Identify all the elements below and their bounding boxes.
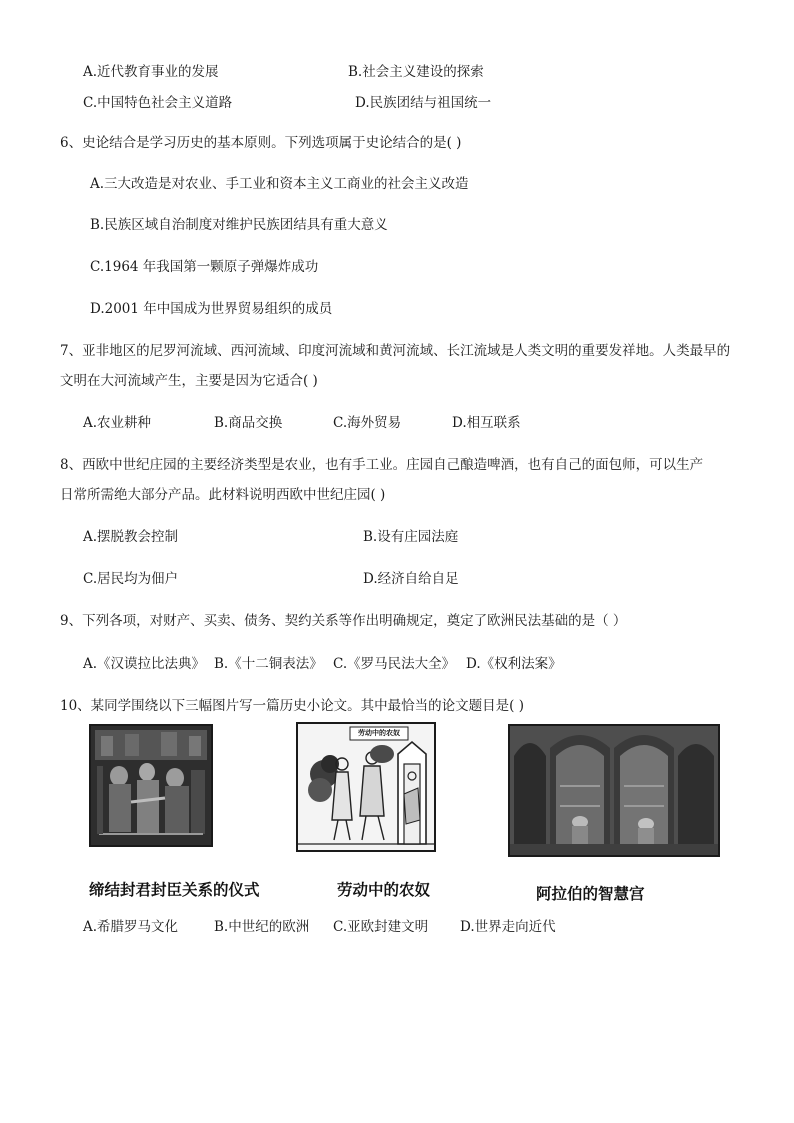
q6-option-b: B.民族区域自治制度对维护民族团结具有重大意义 <box>90 217 388 233</box>
figure-2-inner-label: 劳动中的农奴 <box>358 729 400 737</box>
q7-option-c: C.海外贸易 <box>333 415 402 431</box>
q8-option-d: D.经济自给自足 <box>363 571 459 587</box>
q7-stem-line1: 7、亚非地区的尼罗河流域、西河流域、印度河流域和黄河流域、长江流域是人类文明的重要发祥地。人类最早的 <box>60 343 731 359</box>
q5-option-c: C.中国特色社会主义道路 <box>83 95 233 111</box>
figure-house-of-wisdom <box>508 724 720 857</box>
q9-option-b: B.《十二铜表法》 <box>214 656 323 672</box>
q5-option-d: D.民族团结与祖国统一 <box>355 95 492 111</box>
q5-option-a: A.近代教育事业的发展 <box>83 64 219 80</box>
q8-option-a: A.摆脱教会控制 <box>83 529 179 545</box>
q10-option-a: A.希腊罗马文化 <box>83 919 179 935</box>
serfs-working-image <box>298 724 434 850</box>
q7-stem-line2: 文明在大河流域产生，主要是因为它适合( ) <box>60 373 318 389</box>
q8-stem-line2: 日常所需绝大部分产品。此材料说明西欧中世纪庄园( ) <box>60 487 386 503</box>
q10-option-d: D.世界走向近代 <box>460 919 556 935</box>
house-of-wisdom-image <box>510 726 718 855</box>
figure-serfs-working <box>296 722 436 852</box>
q7-option-a: A.农业耕种 <box>83 415 152 431</box>
figure-3-caption: 阿拉伯的智慧宫 <box>536 885 645 903</box>
figure-vassal-ceremony <box>89 724 213 847</box>
q6-option-c: C.1964 年我国第一颗原子弹爆炸成功 <box>90 259 319 275</box>
q7-option-b: B.商品交换 <box>214 415 283 431</box>
q8-option-b: B.设有庄园法庭 <box>363 529 459 545</box>
q10-option-c: C.亚欧封建文明 <box>333 919 429 935</box>
q5-option-b: B.社会主义建设的探索 <box>348 64 484 80</box>
q10-option-b: B.中世纪的欧洲 <box>214 919 310 935</box>
q6-option-a: A.三大改造是对农业、手工业和资本主义工商业的社会主义改造 <box>90 176 469 192</box>
q8-option-c: C.居民均为佃户 <box>83 571 179 587</box>
q9-option-c: C.《罗马民法大全》 <box>333 656 456 672</box>
q6-option-d: D.2001 年中国成为世界贸易组织的成员 <box>90 301 333 317</box>
q10-stem: 10、某同学围绕以下三幅图片写一篇历史小论文。其中最恰当的论文题目是( ) <box>60 698 525 714</box>
q6-stem: 6、史论结合是学习历史的基本原则。下列选项属于史论结合的是( ) <box>60 135 462 151</box>
q8-stem-line1: 8、西欧中世纪庄园的主要经济类型是农业，也有手工业。庄园自己酿造啤酒，也有自己的面包师，可以生产 <box>60 457 704 473</box>
figure-2-caption: 劳动中的农奴 <box>337 881 431 899</box>
figure-1-caption: 缔结封君封臣关系的仪式 <box>89 881 260 899</box>
vassal-ceremony-image <box>91 726 211 845</box>
q9-option-d: D.《权利法案》 <box>466 656 562 672</box>
q9-option-a: A.《汉谟拉比法典》 <box>83 656 206 672</box>
q7-option-d: D.相互联系 <box>452 415 521 431</box>
q9-stem: 9、下列各项，对财产、买卖、债务、契约关系等作出明确规定，奠定了欧洲民法基础的是（ ） <box>60 613 627 629</box>
